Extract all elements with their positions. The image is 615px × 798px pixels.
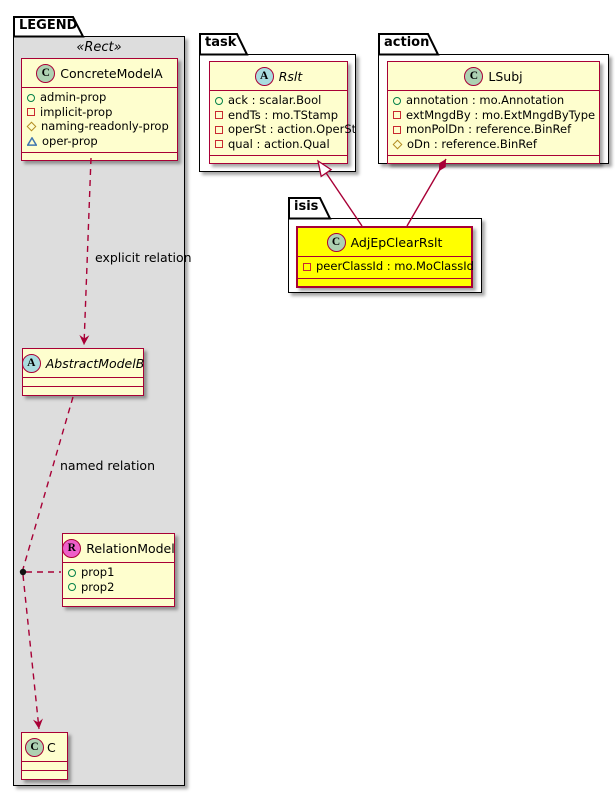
class-abstractmodelb-header bbox=[23, 349, 143, 377]
attribute-row bbox=[68, 566, 169, 580]
attribute-text: oDn : reference.BinRef bbox=[407, 136, 537, 151]
attribute-row bbox=[393, 94, 594, 108]
rect-stereotype-label: «Rect» bbox=[76, 40, 122, 55]
named-relation-label: named relation bbox=[60, 458, 155, 473]
attribute-text: annotation : mo.Annotation bbox=[406, 93, 565, 107]
class-adjepclearrslt-header bbox=[298, 228, 471, 256]
abstract-spot-icon: A bbox=[255, 67, 274, 86]
public-circle-icon bbox=[393, 97, 401, 105]
public-circle-icon bbox=[68, 569, 76, 577]
class-name: C bbox=[47, 739, 56, 755]
attribute-row bbox=[215, 109, 342, 123]
class-spot-icon: C bbox=[327, 233, 346, 252]
attribute-row bbox=[68, 581, 169, 595]
class-concretemodela-attributes bbox=[22, 87, 177, 152]
private-square-icon bbox=[27, 108, 35, 116]
relation-spot-icon: R bbox=[62, 539, 81, 558]
empty-methods-compartment bbox=[22, 770, 67, 779]
class-lsubj-attributes bbox=[388, 90, 599, 155]
private-square-icon bbox=[215, 140, 223, 148]
attribute-text: endTs : mo.TStamp bbox=[228, 107, 339, 122]
private-square-icon bbox=[393, 111, 401, 119]
attribute-text: monPolDn : reference.BinRef bbox=[406, 122, 572, 136]
empty-methods-compartment bbox=[388, 155, 599, 163]
class-adjepclearrslt-attributes bbox=[298, 256, 474, 278]
private-square-icon bbox=[393, 126, 401, 134]
attribute-text: admin-prop bbox=[40, 90, 107, 104]
empty-attributes-compartment bbox=[23, 377, 143, 386]
attribute-text: oper-prop bbox=[42, 133, 98, 148]
empty-methods-compartment bbox=[22, 152, 177, 160]
class-name: ConcreteModelA bbox=[60, 65, 163, 81]
class-relationmodel bbox=[62, 533, 175, 607]
class-rslt-attributes bbox=[210, 90, 357, 155]
class-adjepclearrslt bbox=[296, 226, 473, 288]
empty-methods-compartment bbox=[210, 155, 347, 163]
class-c bbox=[21, 732, 68, 780]
attribute-text: ack : scalar.Bool bbox=[228, 93, 322, 107]
public-circle-icon bbox=[68, 583, 76, 591]
class-spot-icon: C bbox=[464, 67, 483, 86]
class-name: AdjEpClearRslt bbox=[350, 234, 443, 250]
legend-package-tab bbox=[13, 16, 85, 38]
protected-diamond-icon bbox=[27, 122, 37, 132]
class-rslt-header bbox=[210, 62, 347, 90]
class-abstractmodelb bbox=[22, 348, 144, 396]
attribute-text: operSt : action.OperSt bbox=[228, 122, 357, 136]
composition-link-to-lsubj bbox=[407, 159, 446, 226]
attribute-row bbox=[303, 259, 474, 274]
class-name: RelationModel bbox=[86, 540, 175, 556]
attribute-text: qual : action.Qual bbox=[228, 136, 330, 151]
task-tab-label: task bbox=[205, 35, 237, 50]
class-name: LSubj bbox=[488, 68, 523, 84]
private-square-icon bbox=[303, 263, 311, 271]
attribute-row bbox=[393, 138, 594, 152]
class-lsubj bbox=[387, 61, 600, 164]
attribute-text: prop2 bbox=[81, 579, 115, 594]
empty-methods-compartment bbox=[23, 386, 143, 395]
empty-attributes-compartment bbox=[22, 761, 67, 770]
attribute-row bbox=[215, 138, 342, 152]
class-concretemodela-header bbox=[22, 59, 177, 87]
legend-tab-label: LEGEND bbox=[19, 18, 78, 33]
attribute-row bbox=[27, 120, 172, 134]
action-tab-label: action bbox=[384, 35, 430, 50]
class-c-header bbox=[22, 733, 67, 761]
empty-methods-compartment bbox=[63, 598, 174, 606]
class-concretemodela bbox=[21, 58, 178, 161]
task-package-tab bbox=[199, 33, 249, 56]
attribute-row bbox=[215, 122, 357, 137]
attribute-row bbox=[393, 109, 594, 123]
class-spot-icon: C bbox=[25, 738, 44, 757]
class-spot-icon: C bbox=[36, 64, 55, 83]
class-rslt bbox=[209, 61, 357, 164]
attribute-text: naming-readonly-prop bbox=[41, 119, 169, 133]
attribute-row bbox=[393, 123, 594, 137]
public-circle-icon bbox=[27, 94, 35, 102]
attribute-row bbox=[215, 94, 342, 108]
attribute-row bbox=[27, 135, 172, 149]
public-circle-icon bbox=[215, 97, 223, 105]
action-package-tab bbox=[378, 33, 440, 56]
attribute-text: peerClassId : mo.MoClassId bbox=[316, 259, 474, 273]
attribute-text: implicit-prop bbox=[40, 104, 113, 119]
class-lsubj-header bbox=[388, 62, 599, 90]
class-relationmodel-header bbox=[63, 534, 174, 562]
class-name: AbstractModelB bbox=[45, 355, 145, 371]
attribute-row bbox=[27, 106, 172, 120]
attribute-text: extMngdBy : mo.ExtMngdByType bbox=[406, 107, 596, 122]
attribute-text: prop1 bbox=[81, 565, 115, 579]
isis-tab-label: isis bbox=[294, 199, 319, 214]
protected-diamond-icon bbox=[393, 139, 403, 149]
attribute-row bbox=[27, 91, 172, 105]
package-triangle-icon bbox=[27, 137, 37, 146]
abstract-spot-icon: A bbox=[22, 354, 41, 373]
private-square-icon bbox=[215, 126, 223, 134]
class-relationmodel-attributes bbox=[63, 562, 174, 598]
empty-methods-compartment bbox=[298, 278, 471, 286]
explicit-relation-label: explicit relation bbox=[95, 250, 192, 265]
isis-package-tab bbox=[288, 197, 332, 220]
class-name: Rslt bbox=[278, 68, 303, 84]
private-square-icon bbox=[215, 111, 223, 119]
